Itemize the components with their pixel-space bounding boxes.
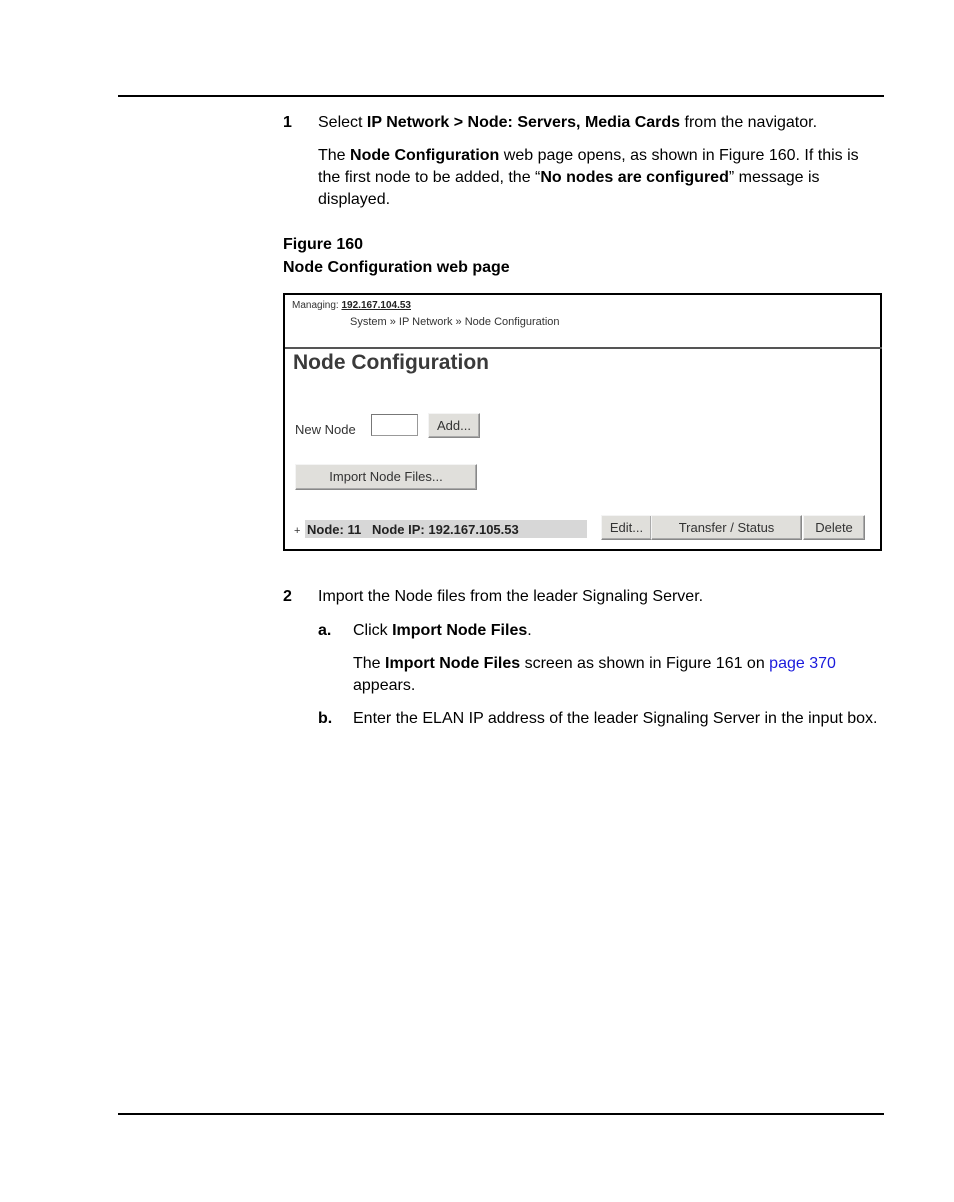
text-run: screen as shown in Figure 161 on [520,655,770,672]
managing-label: Managing: [292,300,342,311]
delete-button[interactable]: Delete [803,515,865,540]
substep-label: b. [318,710,333,727]
text-run: The [318,147,351,164]
bold-term: Import Node Files [392,622,528,639]
substep-text: Enter the ELAN IP address of the leader Signaling Server in the input box. [353,710,878,727]
bold-term: Node Configuration [350,147,500,164]
text-run: ” message is displayed. [318,169,820,208]
managing-ip-link[interactable]: 192.167.104.53 [341,300,411,311]
menu-path: IP Network > Node: Servers, Media Cards [366,114,681,131]
breadcrumb: System » IP Network » Node Configuration [350,316,560,328]
bold-term: No nodes are configured [540,169,729,186]
figure-title: Node Configuration web page [283,259,510,276]
text-run: appears. [353,677,416,694]
text-run: Click [353,622,393,639]
node-configuration-screenshot [283,293,882,551]
edit-button[interactable]: Edit... [601,515,652,540]
substep-label: a. [318,622,332,639]
new-node-label: New Node [295,422,356,437]
title-divider [285,347,882,349]
text-run: . [527,622,532,639]
text-run: The [353,655,386,672]
substep-a-paragraph [353,653,885,697]
text-run: Select [318,114,367,131]
step-number: 1 [283,114,292,131]
footer-rule [118,1113,884,1115]
page-link[interactable]: page 370 [769,655,836,672]
bold-term: Import Node Files [385,655,521,672]
step-1-paragraph [318,145,884,211]
substep-text [353,620,885,642]
figure-number: Figure 160 [283,236,364,253]
transfer-status-button[interactable]: Transfer / Status [651,515,802,540]
text-run: from the navigator. [680,114,818,131]
managing-line [292,300,411,311]
step-number: 2 [283,588,292,605]
add-button[interactable]: Add... [428,413,480,438]
step-text: Import the Node files from the leader Signaling Server. [318,588,704,605]
node-row[interactable]: Node: 11 Node IP: 192.167.105.53 [307,522,519,537]
header-rule [118,95,884,97]
page-title: Node Configuration [293,351,489,374]
new-node-input[interactable] [371,414,418,436]
import-node-files-button[interactable]: Import Node Files... [295,464,477,490]
text-run: web page opens, as shown in Figure 160. If this is the first node to be added, the “ [318,147,859,186]
expand-icon[interactable]: + [294,525,301,537]
step-text [318,112,884,134]
